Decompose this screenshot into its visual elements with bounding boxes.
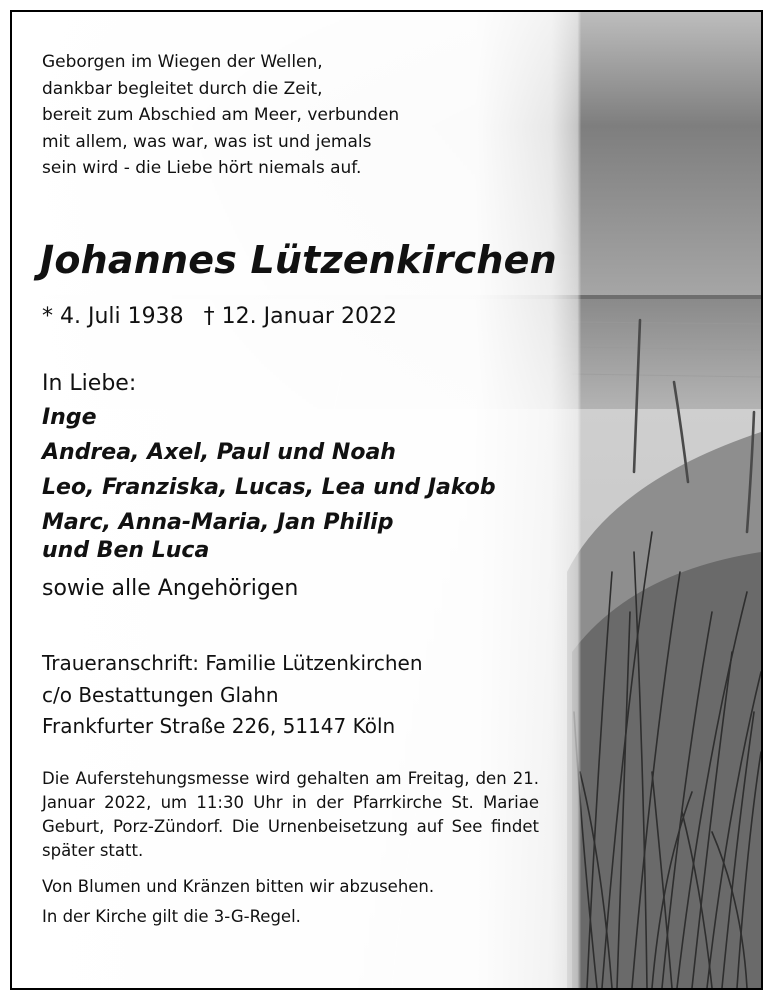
- flowers-note: Von Blumen und Kränzen bitten wir abzusehen.: [42, 877, 435, 896]
- obituary-notice: [12, 12, 761, 988]
- birth-date: * 4. Juli 1938: [42, 304, 184, 329]
- family-member: Marc, Anna-Maria, Jan Philip und Ben Luca: [42, 510, 394, 563]
- poem-line: sein wird - die Liebe hört niemals auf.: [42, 158, 362, 178]
- mourning-address: [42, 648, 423, 743]
- life-dates: [42, 304, 397, 329]
- family-member: Leo, Franziska, Lucas, Lea und Jakob: [42, 475, 496, 500]
- family-list: [42, 404, 496, 573]
- poem-line: mit allem, was war, was ist und jemals: [42, 131, 372, 152]
- address-line: Traueranschrift: Familie Lützenkirchen: [42, 651, 423, 675]
- memorial-poem: [42, 49, 399, 182]
- family-member: Andrea, Axel, Paul und Noah: [42, 440, 396, 465]
- relatives-line: sowie alle Angehörigen: [42, 576, 299, 601]
- service-details: Die Auferstehungsmesse wird gehalten am Freitag, den 21. Januar 2022, um 11:30 Uhr in der Pfarrkirche St. Mariae Geburt, Porz-Zündorf. Die Urnenbeisetzung auf See findet später statt.: [42, 769, 539, 860]
- address-line: c/o Bestattungen Glahn: [42, 682, 279, 707]
- church-rule-note: In der Kirche gilt die 3-G-Regel.: [42, 907, 301, 926]
- in-love-label: In Liebe:: [42, 371, 137, 396]
- poem-line: dankbar begleitet durch die Zeit,: [42, 78, 323, 99]
- poem-line: Geborgen im Wiegen der Wellen,: [42, 52, 323, 72]
- death-date: † 12. Januar 2022: [203, 304, 397, 329]
- family-member: Inge: [42, 405, 97, 430]
- deceased-name: Johannes Lützenkirchen: [40, 238, 557, 282]
- address-line: Frankfurter Straße 226, 51147 Köln: [42, 714, 396, 738]
- poem-line: bereit zum Abschied am Meer, verbunden: [42, 105, 400, 125]
